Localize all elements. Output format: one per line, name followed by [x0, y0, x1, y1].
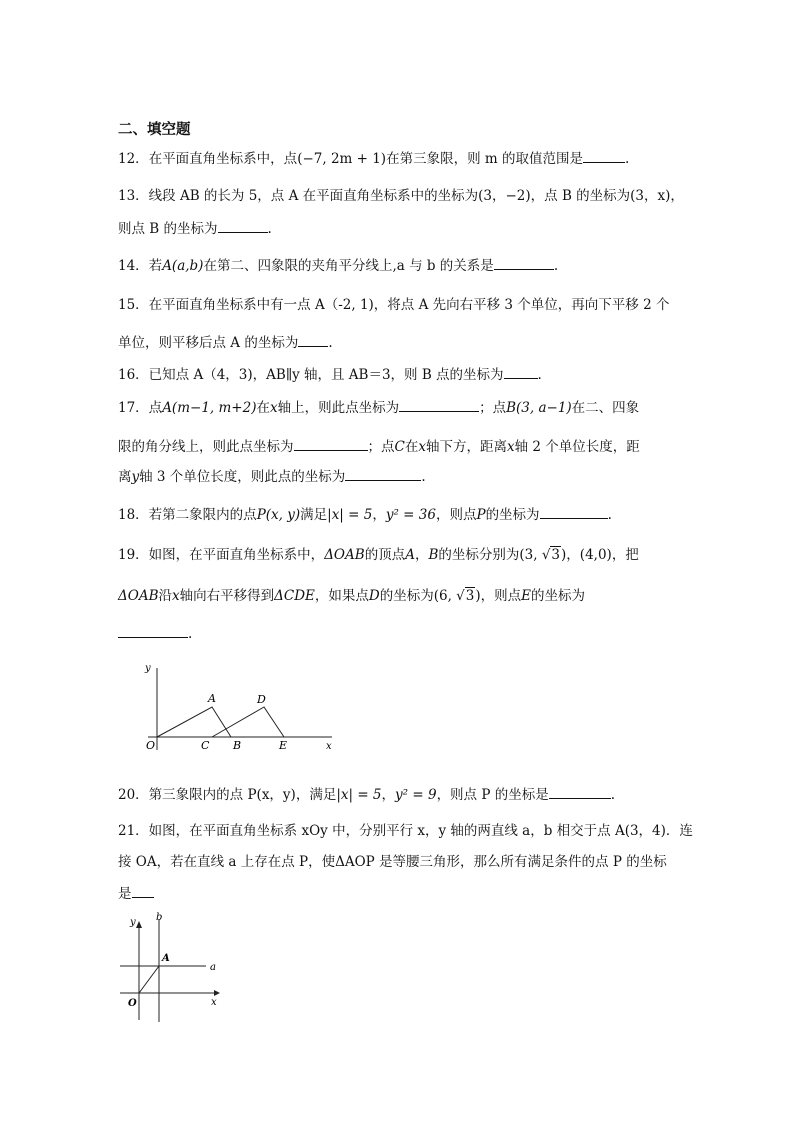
- q17-x-var: x: [269, 400, 278, 416]
- q12-end: .: [624, 151, 630, 167]
- q13-answer-blank[interactable]: [218, 219, 268, 233]
- q19-number: 19．如图，在平面直角坐标系中，: [118, 547, 325, 563]
- question-17-line1: [118, 398, 639, 417]
- q17-x-var-2: x: [418, 439, 426, 455]
- question-13-line2: [118, 219, 272, 238]
- q21-text: 是: [118, 886, 132, 902]
- fig1-label-a: A: [208, 692, 216, 705]
- q14-end: .: [553, 258, 559, 274]
- fig2-label-o: O: [128, 998, 137, 1009]
- q17-text-j: 离: [118, 469, 132, 485]
- question-21-line2: 接 OA，若在直线 a 上存在点 P，使ΔAOP 是等腰三角形，那么所有满足条件的点 P 的坐标: [118, 854, 667, 870]
- fig1-label-d: D: [257, 693, 266, 706]
- q15-text: 单位，则平移后点 A 的坐标为: [118, 335, 299, 351]
- q19-b-var: B: [428, 547, 439, 563]
- q17-text-g: 在: [404, 439, 419, 455]
- q19-coord-a-open: (3,: [519, 547, 542, 563]
- q20-abs-expr: |x| = 5: [336, 787, 382, 803]
- q19-coord-b: (4,0): [579, 547, 612, 563]
- q17-text-k: 轴 3 个单位长度，则此点的坐标为: [139, 469, 346, 485]
- figure-21-parallel-lines-diagram: [118, 910, 228, 1028]
- q17-text-f: ；点: [367, 439, 395, 455]
- q16-answer-blank[interactable]: [504, 365, 538, 379]
- question-18: [118, 505, 612, 524]
- q12-text-a: 在平面直角坐标系中，点: [148, 151, 298, 167]
- q17-point-a-expr: A(m−1, m+2): [162, 400, 257, 416]
- q15-end: .: [328, 335, 333, 351]
- q14-text: 在第二、四象限的夹角平分线上,a 与 b 的关系是: [203, 258, 494, 274]
- q17-c-var: C: [394, 439, 405, 455]
- q19-sqrt-3-b: 3: [465, 588, 475, 604]
- q20-answer-blank[interactable]: [549, 785, 611, 799]
- q17-text-e: 限的角分线上，则此点坐标为: [118, 439, 294, 455]
- question-19-line3: [118, 624, 192, 643]
- q19-text-b: 的坐标分别为: [438, 547, 520, 563]
- q20-text-b: ，则点 P 的坐标是: [436, 787, 549, 803]
- q17-answer-blank-1[interactable]: [399, 398, 479, 412]
- q18-answer-blank[interactable]: [540, 505, 608, 519]
- q17-text-b: 轴上，则此点坐标为: [277, 400, 400, 416]
- fig2-label-a-point: A: [162, 953, 170, 964]
- q18-p-var-2: P: [476, 507, 486, 523]
- fig2-label-x: x: [211, 997, 217, 1008]
- q18-xy-expr: (x, y): [265, 507, 301, 523]
- q18-eq-expr: y² = 36: [385, 507, 436, 523]
- q14-answer-blank[interactable]: [494, 256, 554, 270]
- fig1-label-b: B: [233, 739, 242, 752]
- q17-text-h: 轴下方，距离: [425, 439, 507, 455]
- fig1-triangle-cde: [212, 707, 284, 737]
- q19-text-d: 沿: [158, 588, 172, 604]
- q20-sep: ，: [381, 787, 396, 803]
- q16-text: 16．已知点 A（4，3)，AB∥y 轴，且 AB＝3，则 B 点的坐标为: [118, 367, 504, 383]
- question-15-line2: [118, 333, 333, 352]
- question-12: [118, 149, 629, 168]
- section-title: 二、填空题: [118, 122, 191, 138]
- q12-number: 12．: [118, 151, 149, 167]
- q14-number: 14．若: [118, 258, 163, 274]
- figure-19-translation-diagram: [140, 660, 340, 755]
- q19-text-f: ，如果点: [314, 588, 369, 604]
- q19-text-a: 的顶点: [364, 547, 406, 563]
- fig1-label-e: E: [279, 739, 288, 752]
- q19-triangle-oab-2: ΔOAB: [118, 588, 159, 604]
- q19-text-e: 轴向右平移得到: [179, 588, 275, 604]
- q19-sep-1: ，: [414, 547, 429, 563]
- q19-coord-d-close: ): [475, 588, 481, 604]
- fig2-x-arrow: [214, 990, 220, 996]
- q14-point-expr: A(a,b): [162, 258, 204, 274]
- fig2-y-arrow: [136, 921, 142, 928]
- q17-number: 17．点: [118, 400, 163, 416]
- q19-d-var: D: [368, 588, 380, 604]
- q17-x-var-3: x: [506, 439, 515, 455]
- fig2-segment-oa: [139, 966, 159, 993]
- question-21-line1: 21．如图，在平面直角坐标系 xOy 中，分别平行 x，y 轴的两直线 a，b 相交于点 A(3，4)．连: [118, 823, 693, 839]
- question-20: [118, 785, 615, 804]
- q19-text-k: 的坐标为: [531, 588, 586, 604]
- question-15-line1: 15．在平面直角坐标系中有一点 A（-2, 1)，将点 A 先向右平移 3 个单位，再向下平移 2 个: [118, 297, 670, 313]
- question-13-line1: 13．线段 AB 的长为 5，点 A 在平面直角坐标系中的坐标为(3，−2)，点 B 的坐标为(3，x)，: [118, 188, 684, 204]
- q19-answer-blank[interactable]: [118, 624, 188, 638]
- q18-sep: ，: [372, 507, 386, 523]
- q12-text-b: 在第三象限，则 m 的取值范围是: [386, 151, 583, 167]
- question-17-line3: [118, 467, 426, 486]
- q13-text: 则点 B 的坐标为: [118, 221, 218, 237]
- question-21-line3: [118, 884, 154, 903]
- q18-abs-expr: |x| = 5: [327, 507, 373, 523]
- q18-text-a: 满足: [300, 507, 328, 523]
- q21-answer-blank[interactable]: [132, 884, 154, 898]
- fig2-label-y: y: [130, 917, 136, 928]
- q12-answer-blank[interactable]: [583, 149, 625, 163]
- fig1-label-o: O: [146, 739, 156, 752]
- q19-text-g: 的坐标为: [379, 588, 434, 604]
- q17-end: .: [421, 469, 426, 485]
- q19-sep-2: ，: [566, 547, 580, 563]
- fig1-label-x: x: [326, 741, 332, 752]
- q19-coord-d-open: (6,: [433, 588, 457, 604]
- q17-y-var: y: [131, 469, 140, 485]
- q19-text-c: ，把: [611, 547, 639, 563]
- q19-triangle-oab: ΔOAB: [324, 547, 365, 563]
- q17-text-c: ；点: [479, 400, 507, 416]
- q18-text-b: ，则点: [435, 507, 477, 523]
- q18-p-var: P: [256, 507, 266, 523]
- q20-end: .: [610, 787, 616, 803]
- q17-answer-blank-2[interactable]: [294, 437, 368, 451]
- q19-a-var: A: [405, 547, 415, 563]
- q18-number: 18．若第二象限内的点: [118, 507, 257, 523]
- q17-text-d: 在二、四象: [571, 400, 640, 416]
- q20-text-a: 20．第三象限内的点 P(x，y)，满足: [118, 787, 337, 803]
- q17-text-a: 在: [256, 400, 270, 416]
- q17-answer-blank-3[interactable]: [345, 467, 421, 481]
- q19-text-h: ，则点: [480, 588, 522, 604]
- q19-x-var: x: [172, 588, 180, 604]
- q19-triangle-cde: ΔCDE: [274, 588, 315, 604]
- fig1-label-c: C: [201, 739, 210, 752]
- q19-coord-a-close: ): [561, 547, 567, 563]
- q20-eq-expr: y² = 9: [395, 787, 437, 803]
- q16-end: .: [537, 367, 542, 383]
- q15-answer-blank[interactable]: [298, 333, 328, 347]
- fig1-label-y: y: [145, 663, 151, 674]
- question-17-line2: [118, 437, 640, 456]
- question-19-line1: 19．如图，在平面直角坐标系中，ΔOAB的顶点A，B的坐标分别为(3, √3)，(4,0)，把: [118, 547, 639, 563]
- q13-end: .: [267, 221, 272, 237]
- q19-sqrt-3: 3: [551, 547, 561, 563]
- q17-text-i: 轴 2 个单位长度，距: [514, 439, 640, 455]
- q17-point-b-expr: B(3, a−1): [506, 400, 572, 416]
- q12-point-expr: (−7, 2m + 1): [297, 151, 387, 167]
- q19-e-var: E: [521, 588, 532, 604]
- question-19-line2: ΔOAB沿x轴向右平移得到ΔCDE，如果点D的坐标为(6, √3)，则点E的坐标为: [118, 588, 586, 604]
- question-16: [118, 365, 542, 384]
- question-14: [118, 256, 558, 275]
- fig2-label-a-line: a: [210, 962, 216, 973]
- q18-end: .: [607, 507, 612, 523]
- fig2-label-b: b: [156, 912, 163, 923]
- q18-text-c: 的坐标为: [485, 507, 540, 523]
- q19-end: .: [188, 626, 193, 642]
